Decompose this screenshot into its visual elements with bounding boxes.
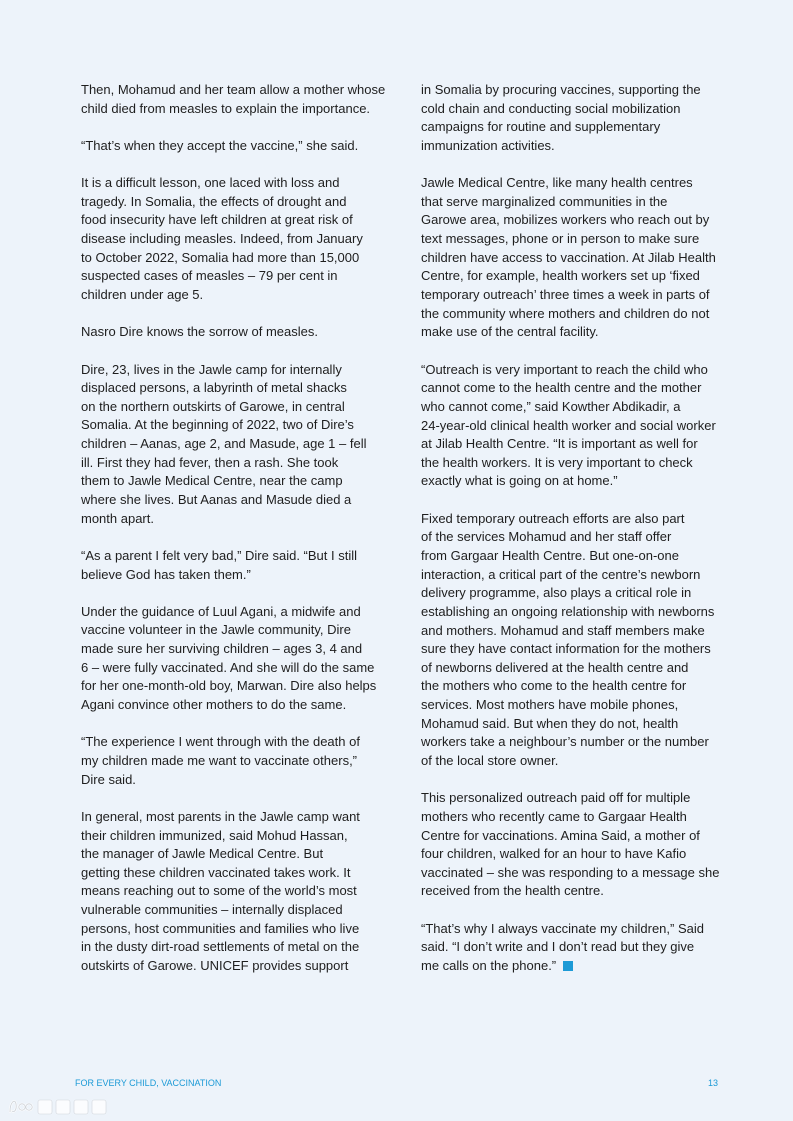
text-line: Under the guidance of Luul Agani, a midwife and [81,603,361,619]
paragraph [421,920,733,976]
text-line: in Somalia by procuring vaccines, supporting the [421,82,701,97]
right-text-column [421,81,733,994]
paragraph [81,137,393,156]
text-line: Dire, 23, lives in the Jawle camp for internally [81,361,342,377]
text-line: the manager of Jawle Medical Centre. But [81,846,324,862]
text-line: four children, walked for an hour to have Kafio [421,846,687,862]
left-text-column [81,81,393,994]
page-number: 13 [707,1078,718,1088]
text-line: text messages, phone or in person to make sure [421,231,700,247]
text-line: Centre for vaccinations. Amina Said, a mother of [421,827,700,843]
paragraph [81,323,393,342]
text-line: of the services Mohamud and her staff offer [421,529,672,545]
text-line: “Outreach is very important to reach the child who [421,361,708,377]
text-line: said. “I don’t write and I don’t read but they give [421,939,695,955]
text-line: delivery programme, also plays a critical role in [421,585,692,601]
text-line: and mothers. Mohamud and staff members make [421,622,705,638]
footer-section-label: FOR EVERY CHILD, VACCINATION [75,1078,222,1088]
text-line: food insecurity have left children at great risk of [81,212,353,228]
paragraph [81,361,393,529]
text-line: workers take a neighbour’s number or the number [421,734,709,750]
text-line: persons, host communities and families who live [81,920,360,936]
text-line: children – Aanas, age 2, and Masude, age 1 – fell [81,436,367,452]
text-line: cannot come to the health centre and the mother [421,380,702,396]
text-line: Dire said. [81,771,136,787]
text-line: believe God has taken them.” [81,566,251,582]
text-line: interaction, a critical part of the centre’s newborn [421,566,701,582]
text-line: sure they have contact information for the mothers [421,641,711,657]
text-line: make use of the central facility. [421,324,599,340]
text-line: displaced persons, a labyrinth of metal shacks [81,380,347,396]
text-line: This personalized outreach paid off for multiple [421,790,691,806]
text-line: getting these children vaccinated takes work. It [81,864,351,880]
paragraph [421,510,733,771]
paragraph [81,733,393,789]
text-line: where she lives. But Aanas and Masude died a [81,492,352,508]
text-line: month apart. [81,510,154,526]
text-line: Mohamud said. But when they do not, health [421,715,679,731]
text-line: It is a difficult lesson, one laced with loss and [81,175,340,191]
text-line: at Jilab Health Centre. “It is important as well for [421,436,698,452]
text-line: outskirts of Garowe. UNICEF provides support [81,957,349,973]
watermark-logo [6,1094,108,1118]
text-line: Jawle Medical Centre, like many health centres [421,175,693,191]
text-line: ill. First they had fever, then a rash. She took [81,454,339,470]
text-line: vulnerable communities – internally displaced [81,902,343,918]
text-line: Then, Mohamud and her team allow a mother whose [81,82,386,97]
text-line: the health workers. It is very important to check [421,454,693,470]
text-line: the mothers who come to the health centre for [421,678,687,694]
text-line: services. Most mothers have mobile phones, [421,697,679,713]
text-line: who cannot come,” said Kowther Abdikadir, a [421,398,681,414]
text-line: 24-year-old clinical health worker and social worker [421,417,716,433]
paragraph [421,789,733,901]
text-line: Agani convince other mothers to do the same. [81,697,347,713]
text-line: immunization activities. [421,137,555,153]
text-line: Centre, for example, health workers set up ‘fixed [421,268,700,284]
text-line: In general, most parents in the Jawle camp want [81,808,360,824]
text-line: cold chain and conducting social mobilization [421,100,681,116]
text-line: received from the health centre. [421,883,604,899]
text-line: “The experience I went through with the death of [81,734,360,750]
paragraph [81,547,393,584]
text-line: Nasro Dire knows the sorrow of measles. [81,324,318,340]
text-line: Garowe area, mobilizes workers who reach out by [421,212,710,228]
text-line: that serve marginalized communities in the [421,193,668,209]
paragraph [81,808,393,976]
text-line: suspected cases of measles – 79 per cent in [81,268,338,284]
text-line: campaigns for routine and supplementary [421,119,661,135]
text-line: my children made me want to vaccinate others,” [81,752,358,768]
text-line: means reaching out to some of the world’s most [81,883,357,899]
end-of-article-square-icon [563,961,573,971]
text-line: Somalia. At the beginning of 2022, two of Dire’s [81,417,354,433]
text-line: in the dusty dirt-road settlements of metal on the [81,939,360,955]
text-line: 6 – were fully vaccinated. And she will do the same [81,659,375,675]
text-line: “That’s when they accept the vaccine,” she said. [81,137,359,153]
text-line: made sure her surviving children – ages 3, 4 and [81,641,363,657]
text-line: children under age 5. [81,287,204,303]
paragraph [81,174,393,304]
text-line: disease including measles. Indeed, from January [81,231,363,247]
paragraph [421,81,733,156]
text-line: establishing an ongoing relationship with newborns [421,603,715,619]
text-line: Fixed temporary outreach efforts are also part [421,510,685,526]
text-line: from Gargaar Health Centre. But one-on-one [421,547,679,563]
text-line: me calls on the phone.” [421,957,733,976]
paragraph [81,81,393,118]
text-line: on the northern outskirts of Garowe, in central [81,398,345,414]
text-line: “That’s why I always vaccinate my children,” Said [421,920,704,936]
text-line: children have access to vaccination. At Jilab Health [421,249,716,265]
text-line: their children immunized, said Mohud Hassan, [81,827,348,843]
text-line: for her one-month-old boy, Marwan. Dire also helps [81,678,377,694]
text-line: of the local store owner. [421,753,559,769]
text-line: vaccine volunteer in the Jawle community, Dire [81,622,351,638]
text-line: vaccinated – she was responding to a message she [421,864,720,880]
text-line: exactly what is going on at home.” [421,473,618,489]
text-line: child died from measles to explain the importance. [81,100,371,116]
text-line: the community where mothers and children do not [421,305,710,321]
text-line: of newborns delivered at the health centre and [421,659,689,675]
paragraph [421,174,733,342]
text-line: them to Jawle Medical Centre, near the camp [81,473,343,489]
text-line: tragedy. In Somalia, the effects of drought and [81,193,347,209]
text-line: “As a parent I felt very bad,” Dire said. “But I still [81,547,357,563]
paragraph [81,603,393,715]
paragraph [421,361,733,491]
text-line: temporary outreach’ three times a week in parts of [421,287,710,303]
text-line: mothers who recently came to Gargaar Health [421,808,687,824]
text-line: to October 2022, Somalia had more than 15,000 [81,249,360,265]
